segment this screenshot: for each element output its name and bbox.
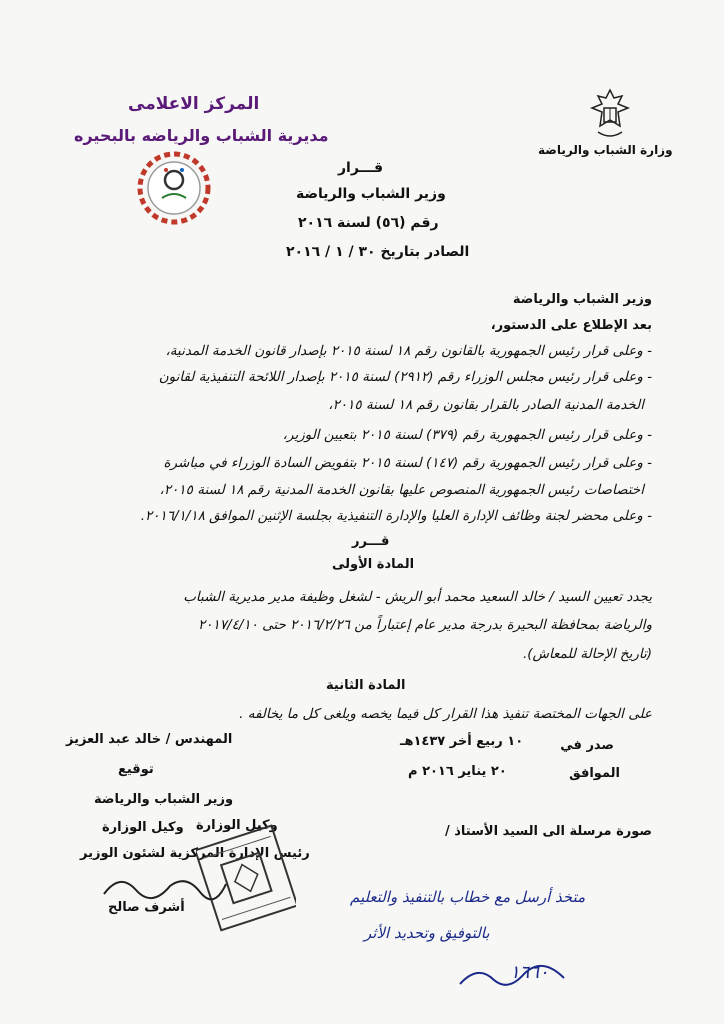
decision-title: قـــرار (338, 160, 384, 176)
issue-date: الصادر بتاريخ ٣٠ / ١ / ٢٠١٦ (286, 244, 470, 260)
article-two-text: على الجهات المختصة تنفيذ هذا القرار كل فيما يخصه ويلغى كل ما يخالفه . (239, 706, 652, 722)
article-two-heading: المادة الثانية (326, 678, 406, 693)
after-reading: بعد الإطلاع على الدستور، (490, 318, 652, 333)
handwritten-note-line: بالتوفيق وتحديد الأثر (364, 924, 490, 942)
signed-label: توقيع (118, 762, 154, 777)
article-one-line: يجدد تعيين السيد / خالد السعيد محمد أبو الريش - لشغل وظيفة مدير مديرية الشباب (183, 589, 652, 605)
directorate-gear-logo-icon (136, 150, 212, 226)
minister-signature-title: وزير الشباب والرياضة (94, 792, 234, 807)
media-center-heading: المركز الاعلامى (128, 94, 260, 114)
hijri-date: ١٠ ربيع أخر ١٤٣٧هـ (400, 734, 524, 749)
article-one-heading: المادة الأولى (332, 557, 415, 572)
article-one-line: (تاريخ الإحالة للمعاش). (522, 646, 652, 662)
eagle-emblem-icon (588, 86, 632, 142)
gregorian-date: ٢٠ يناير ٢٠١٦ م (408, 764, 507, 779)
decides-heading: قـــرر (352, 534, 390, 549)
handwritten-number: ١٦٦٠ (510, 962, 549, 983)
undersecretary-label-left: وكيل الوزارة (102, 820, 184, 835)
preamble-minister: وزير الشباب والرياضة (512, 292, 652, 307)
decision-number: رقم (٥٦) لسنة ٢٠١٦ (298, 215, 439, 231)
preamble-line: الخدمة المدنية الصادر بالقرار بقانون رقم ١٨ لسنة ٢٠١٥، (328, 397, 644, 413)
preamble-line: - وعلى محضر لجنة وظائف الإدارة العليا والإدارة التنفيذية بجلسة الإثنين الموافق ٢٠١٦/١/١٨. (140, 508, 652, 524)
central-admin-label: رئيس الإدارة المركزية لشئون الوزير (80, 846, 310, 861)
minister-title: وزير الشباب والرياضة (296, 186, 446, 202)
handwritten-signature-icon (454, 950, 584, 1000)
corresponding-label: الموافق (569, 766, 620, 781)
directorate-heading: مديرية الشباب والرياضه بالبحيره (74, 126, 329, 145)
copy-sent-label: صورة مرسلة الى السيد الأستاذ / (444, 824, 652, 839)
ministry-label: وزارة الشباب والرياضة (538, 143, 673, 157)
issued-in-label: صدر في (560, 738, 614, 753)
signatory-name: أشرف صالح (108, 900, 185, 915)
undersecretary-label: وكيل الوزارة (196, 818, 278, 833)
preamble-line: - وعلى قرار رئيس الجمهورية رقم (٣٧٩) لسنة ٢٠١٥ بتعيين الوزير، (282, 427, 652, 443)
handwritten-note-line: متخذ أرسل مع خطاب بالتنفيذ والتعليم (350, 888, 586, 906)
article-one-line: والرياضة بمحافظة البحيرة بدرجة مدير عام إعتباراً من ٢٠١٦/٢/٢٦ حتى ٢٠١٧/٤/١٠ (198, 617, 652, 633)
signature-scribble-icon (100, 866, 230, 906)
preamble-line: - وعلى قرار رئيس الجمهورية رقم (١٤٧) لسنة ٢٠١٥ بتفويض السادة الوزراء في مباشرة (163, 455, 652, 471)
preamble-line: - وعلى قرار رئيس مجلس الوزراء رقم (٢٩١٢) لسنة ٢٠١٥ بإصدار اللائحة التنفيذية لقانون (158, 369, 652, 385)
preamble-line: - وعلى قرار رئيس الجمهورية بالقانون رقم ١٨ لسنة ٢٠١٥ بإصدار قانون الخدمة المدنية، (165, 343, 652, 359)
preamble-line: اختصاصات رئيس الجمهورية المنصوص عليها بقانون الخدمة المدنية رقم ١٨ لسنة ٢٠١٥، (159, 482, 644, 498)
engineer-name: المهندس / خالد عبد العزيز (66, 732, 233, 747)
